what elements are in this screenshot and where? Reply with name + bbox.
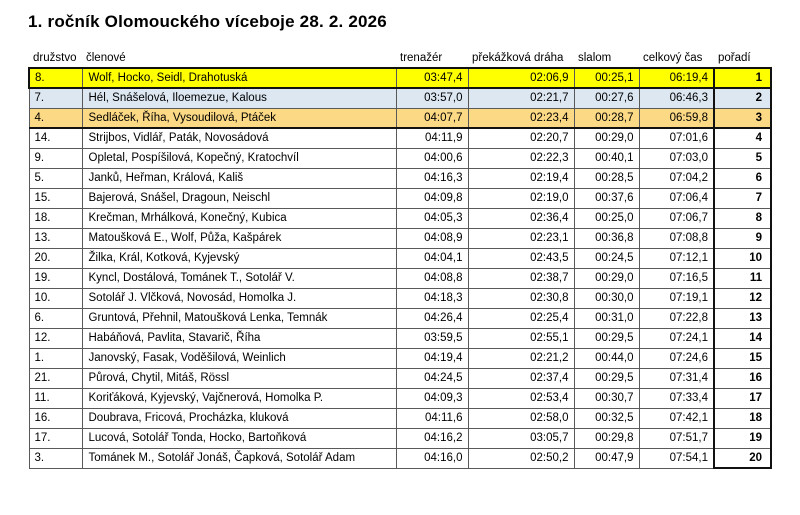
team-number-cell: 4. [29, 108, 82, 128]
results-table-container [28, 44, 772, 469]
team-number-cell: 1. [29, 348, 82, 368]
rank-cell: 19 [714, 428, 771, 448]
column-header-team: družstvo [29, 44, 82, 68]
team-number-cell: 16. [29, 408, 82, 428]
obstacle-course-time-cell: 02:53,4 [468, 388, 574, 408]
members-cell: Wolf, Hocko, Seidl, Drahotuská [82, 68, 396, 88]
trenazer-time-cell: 04:08,9 [396, 228, 468, 248]
team-number-cell: 19. [29, 268, 82, 288]
rank-cell: 12 [714, 288, 771, 308]
rank-cell: 4 [714, 128, 771, 148]
trenazer-time-cell: 04:08,8 [396, 268, 468, 288]
trenazer-time-cell: 03:59,5 [396, 328, 468, 348]
obstacle-course-time-cell: 03:05,7 [468, 428, 574, 448]
members-cell: Matoušková E., Wolf, Půža, Kašpárek [82, 228, 396, 248]
trenazer-time-cell: 04:00,6 [396, 148, 468, 168]
team-number-cell: 12. [29, 328, 82, 348]
team-number-cell: 7. [29, 88, 82, 108]
obstacle-course-time-cell: 02:21,2 [468, 348, 574, 368]
total-time-cell: 07:04,2 [639, 168, 714, 188]
obstacle-course-time-cell: 02:23,4 [468, 108, 574, 128]
total-time-cell: 07:08,8 [639, 228, 714, 248]
members-cell: Tománek M., Sotolář Jonáš, Čapková, Sotolář Adam [82, 448, 396, 468]
trenazer-time-cell: 04:11,9 [396, 128, 468, 148]
obstacle-course-time-cell: 02:36,4 [468, 208, 574, 228]
members-cell: Hél, Snášelová, Iloemezue, Kalous [82, 88, 396, 108]
total-time-cell: 07:22,8 [639, 308, 714, 328]
total-time-cell: 06:59,8 [639, 108, 714, 128]
slalom-time-cell: 00:40,1 [574, 148, 639, 168]
rank-cell: 20 [714, 448, 771, 468]
slalom-time-cell: 00:29,5 [574, 328, 639, 348]
total-time-cell: 07:16,5 [639, 268, 714, 288]
total-time-cell: 07:51,7 [639, 428, 714, 448]
total-time-cell: 06:46,3 [639, 88, 714, 108]
table-row [29, 268, 771, 288]
members-cell: Sedláček, Říha, Vysoudilová, Ptáček [82, 108, 396, 128]
members-cell: Kyncl, Dostálová, Tománek T., Sotolář V. [82, 268, 396, 288]
team-number-cell: 14. [29, 128, 82, 148]
trenazer-time-cell: 03:57,0 [396, 88, 468, 108]
table-row [29, 408, 771, 428]
rank-cell: 7 [714, 188, 771, 208]
members-cell: Koriťáková, Kyjevský, Vajčnerová, Homolka P. [82, 388, 396, 408]
obstacle-course-time-cell: 02:37,4 [468, 368, 574, 388]
trenazer-time-cell: 03:47,4 [396, 68, 468, 88]
total-time-cell: 07:33,4 [639, 388, 714, 408]
total-time-cell: 07:12,1 [639, 248, 714, 268]
team-number-cell: 5. [29, 168, 82, 188]
table-row [29, 288, 771, 308]
obstacle-course-time-cell: 02:21,7 [468, 88, 574, 108]
members-cell: Gruntová, Přehnil, Matoušková Lenka, Temnák [82, 308, 396, 328]
team-number-cell: 18. [29, 208, 82, 228]
total-time-cell: 07:01,6 [639, 128, 714, 148]
table-row [29, 388, 771, 408]
slalom-time-cell: 00:37,6 [574, 188, 639, 208]
table-row [29, 108, 771, 128]
team-number-cell: 17. [29, 428, 82, 448]
members-cell: Bajerová, Snášel, Dragoun, Neischl [82, 188, 396, 208]
rank-cell: 16 [714, 368, 771, 388]
slalom-time-cell: 00:44,0 [574, 348, 639, 368]
obstacle-course-time-cell: 02:20,7 [468, 128, 574, 148]
rank-cell: 15 [714, 348, 771, 368]
members-cell: Strijbos, Vidlář, Paták, Novosádová [82, 128, 396, 148]
members-cell: Janků, Heřman, Králová, Kališ [82, 168, 396, 188]
table-row [29, 368, 771, 388]
trenazer-time-cell: 04:18,3 [396, 288, 468, 308]
slalom-time-cell: 00:36,8 [574, 228, 639, 248]
trenazer-time-cell: 04:09,8 [396, 188, 468, 208]
slalom-time-cell: 00:29,5 [574, 368, 639, 388]
table-row [29, 188, 771, 208]
column-header-total-time: celkový čas [639, 44, 714, 68]
page-title: 1. ročník Olomouckého víceboje 28. 2. 2026 [28, 12, 387, 31]
slalom-time-cell: 00:30,0 [574, 288, 639, 308]
obstacle-course-time-cell: 02:25,4 [468, 308, 574, 328]
trenazer-time-cell: 04:19,4 [396, 348, 468, 368]
trenazer-time-cell: 04:24,5 [396, 368, 468, 388]
table-row [29, 248, 771, 268]
team-number-cell: 8. [29, 68, 82, 88]
rank-cell: 8 [714, 208, 771, 228]
table-row [29, 448, 771, 468]
members-cell: Žilka, Král, Kotková, Kyjevský [82, 248, 396, 268]
team-number-cell: 11. [29, 388, 82, 408]
rank-cell: 11 [714, 268, 771, 288]
trenazer-time-cell: 04:26,4 [396, 308, 468, 328]
table-header-row [29, 44, 771, 68]
trenazer-time-cell: 04:16,2 [396, 428, 468, 448]
trenazer-time-cell: 04:09,3 [396, 388, 468, 408]
members-cell: Opletal, Pospíšilová, Kopečný, Kratochvíl [82, 148, 396, 168]
obstacle-course-time-cell: 02:19,4 [468, 168, 574, 188]
total-time-cell: 07:24,1 [639, 328, 714, 348]
team-number-cell: 15. [29, 188, 82, 208]
rank-cell: 5 [714, 148, 771, 168]
obstacle-course-time-cell: 02:22,3 [468, 148, 574, 168]
slalom-time-cell: 00:28,7 [574, 108, 639, 128]
team-number-cell: 13. [29, 228, 82, 248]
team-number-cell: 20. [29, 248, 82, 268]
column-header-members: členové [82, 44, 396, 68]
slalom-time-cell: 00:29,0 [574, 268, 639, 288]
table-row [29, 328, 771, 348]
team-number-cell: 6. [29, 308, 82, 328]
members-cell: Krečman, Mrhálková, Konečný, Kubica [82, 208, 396, 228]
slalom-time-cell: 00:27,6 [574, 88, 639, 108]
team-number-cell: 3. [29, 448, 82, 468]
total-time-cell: 07:31,4 [639, 368, 714, 388]
obstacle-course-time-cell: 02:50,2 [468, 448, 574, 468]
column-header-slalom: slalom [574, 44, 639, 68]
rank-cell: 17 [714, 388, 771, 408]
rank-cell: 18 [714, 408, 771, 428]
trenazer-time-cell: 04:16,0 [396, 448, 468, 468]
slalom-time-cell: 00:29,0 [574, 128, 639, 148]
table-row [29, 148, 771, 168]
slalom-time-cell: 00:47,9 [574, 448, 639, 468]
obstacle-course-time-cell: 02:55,1 [468, 328, 574, 348]
team-number-cell: 9. [29, 148, 82, 168]
members-cell: Půrová, Chytil, Mitáš, Rössl [82, 368, 396, 388]
results-table-body [29, 68, 771, 468]
slalom-time-cell: 00:24,5 [574, 248, 639, 268]
members-cell: Sotolář J. Vlčková, Novosád, Homolka J. [82, 288, 396, 308]
slalom-time-cell: 00:25,0 [574, 208, 639, 228]
total-time-cell: 07:03,0 [639, 148, 714, 168]
table-row [29, 68, 771, 88]
rank-cell: 9 [714, 228, 771, 248]
obstacle-course-time-cell: 02:30,8 [468, 288, 574, 308]
members-cell: Habáňová, Pavlita, Stavarič, Říha [82, 328, 396, 348]
trenazer-time-cell: 04:05,3 [396, 208, 468, 228]
total-time-cell: 07:06,4 [639, 188, 714, 208]
rank-cell: 1 [714, 68, 771, 88]
column-header-trenazer: trenažér [396, 44, 468, 68]
rank-cell: 13 [714, 308, 771, 328]
table-row [29, 88, 771, 108]
table-row [29, 308, 771, 328]
team-number-cell: 21. [29, 368, 82, 388]
table-row [29, 348, 771, 368]
obstacle-course-time-cell: 02:38,7 [468, 268, 574, 288]
total-time-cell: 07:54,1 [639, 448, 714, 468]
rank-cell: 3 [714, 108, 771, 128]
rank-cell: 2 [714, 88, 771, 108]
column-header-obstacle-course: překážková dráha [468, 44, 574, 68]
rank-cell: 6 [714, 168, 771, 188]
total-time-cell: 07:06,7 [639, 208, 714, 228]
slalom-time-cell: 00:29,8 [574, 428, 639, 448]
obstacle-course-time-cell: 02:43,5 [468, 248, 574, 268]
slalom-time-cell: 00:25,1 [574, 68, 639, 88]
table-row [29, 168, 771, 188]
team-number-cell: 10. [29, 288, 82, 308]
obstacle-course-time-cell: 02:19,0 [468, 188, 574, 208]
table-row [29, 428, 771, 448]
obstacle-course-time-cell: 02:58,0 [468, 408, 574, 428]
rank-cell: 10 [714, 248, 771, 268]
trenazer-time-cell: 04:07,7 [396, 108, 468, 128]
total-time-cell: 07:42,1 [639, 408, 714, 428]
trenazer-time-cell: 04:04,1 [396, 248, 468, 268]
members-cell: Lucová, Sotolář Tonda, Hocko, Bartoňková [82, 428, 396, 448]
members-cell: Janovský, Fasak, Voděšilová, Weinlich [82, 348, 396, 368]
trenazer-time-cell: 04:11,6 [396, 408, 468, 428]
results-table [28, 44, 772, 469]
trenazer-time-cell: 04:16,3 [396, 168, 468, 188]
total-time-cell: 07:24,6 [639, 348, 714, 368]
total-time-cell: 06:19,4 [639, 68, 714, 88]
rank-cell: 14 [714, 328, 771, 348]
slalom-time-cell: 00:30,7 [574, 388, 639, 408]
table-row [29, 228, 771, 248]
obstacle-course-time-cell: 02:23,1 [468, 228, 574, 248]
column-header-rank: pořadí [714, 44, 771, 68]
total-time-cell: 07:19,1 [639, 288, 714, 308]
table-row [29, 128, 771, 148]
slalom-time-cell: 00:32,5 [574, 408, 639, 428]
slalom-time-cell: 00:28,5 [574, 168, 639, 188]
obstacle-course-time-cell: 02:06,9 [468, 68, 574, 88]
slalom-time-cell: 00:31,0 [574, 308, 639, 328]
members-cell: Doubrava, Fricová, Procházka, kluková [82, 408, 396, 428]
table-row [29, 208, 771, 228]
